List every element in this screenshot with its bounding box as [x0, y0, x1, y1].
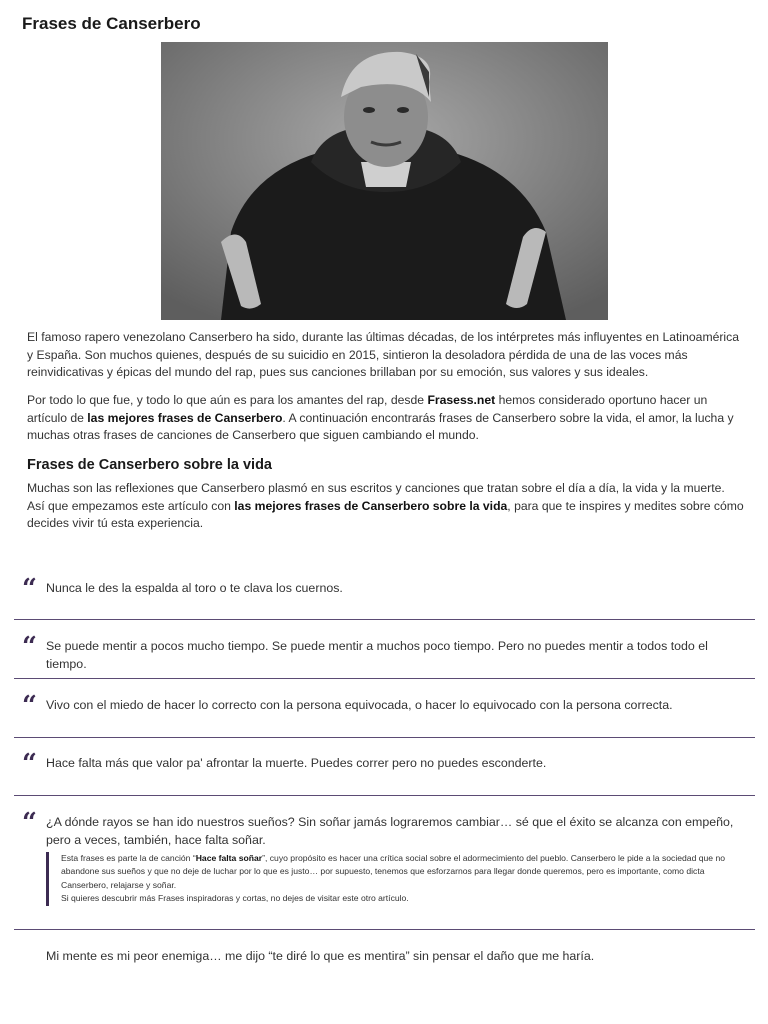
- quote-text: Se puede mentir a pocos mucho tiempo. Se puede mentir a muchos poco tiempo. Pero no puedes mentir a todos todo el tiempo.: [46, 639, 708, 671]
- section-heading: Frases de Canserbero sobre la vida: [27, 457, 272, 473]
- quote-text: Mi mente es mi peor enemiga… me dijo “te diré lo que es mentira” sin pensar el daño que me haría.: [46, 949, 595, 963]
- quote-text: ¿A dónde rayos se han ido nuestros sueños? Sin soñar jamás lograremos cambiar… sé que el éxito se alcanza con empeño, pero a veces, también, hace falta soñar.: [46, 815, 734, 847]
- canserbero-photo: [161, 42, 608, 320]
- site-brand: Frasess.net: [427, 393, 496, 407]
- quote-mark-icon: “: [22, 749, 37, 779]
- divider: [14, 737, 755, 738]
- quote-mark-icon: “: [22, 632, 37, 662]
- intro-paragraph-2: Por todo lo que fue, y todo lo que aún es para los amantes del rap, desde Frasess.net hemos considerado oportuno hacer un artículo de las mejores frases de Canserbero. A continuación encontrarás frases de Canserbero sobre la vida, el amor, la lucha y muchas otras frases de canciones de Canserbero que siguen cambiando el mundo.: [27, 393, 734, 442]
- section-bold-text: las mejores frases de Canserbero sobre la vida: [234, 498, 508, 513]
- section-paragraph: Muchas son las reflexiones que Canserbero plasmó en sus escritos y canciones que tratan sobre el día a día, la vida y la muerte. Así que empezamos este artículo con las mejores frases de Canserbero sobre la vida, para que te inspires y medites sobre cómo decides vivir tú esta experiencia.: [27, 481, 744, 530]
- quote-mark-icon: “: [22, 574, 37, 604]
- quote-mark-icon: “: [22, 691, 37, 721]
- note-paragraph: Esta frases es parte la de canción “Hace falta soñar”, cuyo propósito es hacer una crítica social sobre el adormecimiento del pueblo. Canserbero le pide a la sociedad que no abandone sus sueños y que no deje de luchar por lo que es justo… por supuesto, tenemos que esforzarnos para llegar donde queremos, pero es importante, como dicta Canserbero, relajarse y soñar.: [61, 853, 726, 890]
- quote-text: Nunca le des la espalda al toro o te clava los cuernos.: [46, 581, 343, 595]
- note-link-line: Si quieres descubrir más Frases inspiradoras y cortas, no dejes de visitar este otro artículo.: [61, 893, 409, 904]
- page-title: Frases de Canserbero: [22, 14, 201, 33]
- quote-note: [46, 852, 751, 906]
- intro-bold-text: las mejores frases de Canserbero: [87, 410, 283, 425]
- divider: [14, 795, 755, 796]
- quote-mark-icon: “: [22, 808, 37, 838]
- song-title: Hace falta soñar: [195, 853, 263, 863]
- divider: [14, 929, 755, 930]
- divider: [14, 678, 755, 679]
- quote-text: Hace falta más que valor pa' afrontar la muerte. Puedes correr pero no puedes esconderte.: [46, 756, 547, 770]
- quote-text: Vivo con el miedo de hacer lo correcto con la persona equivocada, o hacer lo equivocado con la persona correcta.: [46, 698, 673, 712]
- divider: [14, 619, 755, 620]
- intro-paragraph-1: El famoso rapero venezolano Canserbero ha sido, durante las últimas décadas, de los intérpretes más influyentes en Latinoamérica y España. Son muchos quienes, después de su suicidio en 2015, sintieron la desoladora pérdida de una de las voces más reinvidicativas y épicas del mundo del rap, pues sus canciones brillaban por su emoción, sus valores y sus ideales.: [27, 330, 740, 379]
